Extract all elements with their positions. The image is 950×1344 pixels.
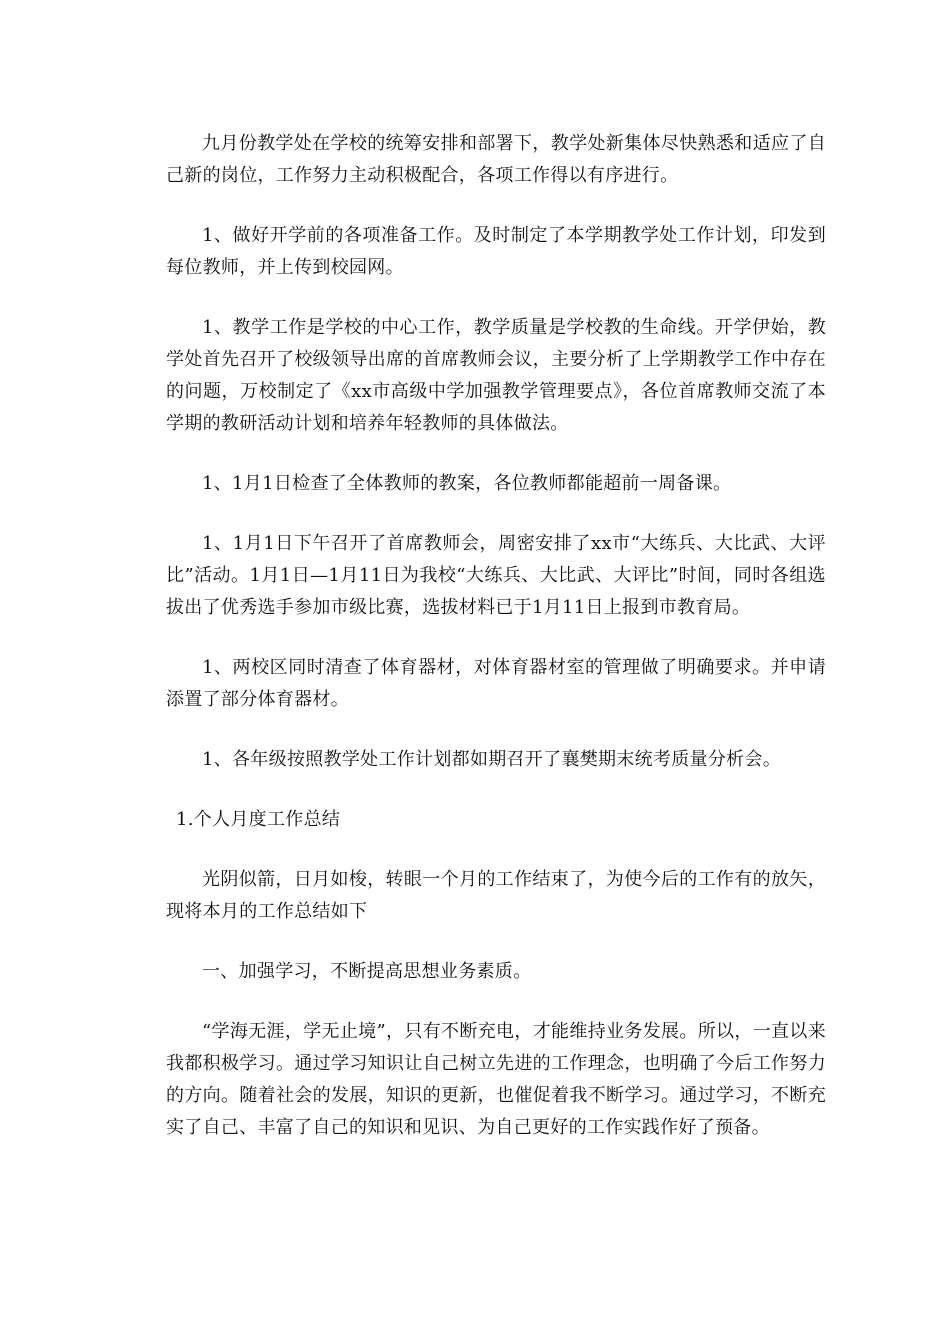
paragraph-summary-intro: 光阴似箭，日月如梭，转眼一个月的工作结束了，为使今后的工作有的放矢，现将本月的工作总结如下 (166, 869, 826, 922)
paragraph-intro: 九月份教学处在学校的统筹安排和部署下，教学处新集体尽快熟悉和适应了自己新的岗位，工作努力主动积极配合，各项工作得以有序进行。 (166, 133, 826, 186)
section-heading: 1.个人月度工作总结 (176, 809, 341, 830)
paragraph-competition: 1、1月1日下午召开了首席教师会，周密安排了xx市“大练兵、大比武、大评比”活动。1月1日—1月11日为我校“大练兵、大比武、大评比”时间，同时各组选拔出了优秀选手参加市级比赛，选拔材料已于1月11日上报到市教育局。 (166, 533, 826, 618)
paragraph-quality-analysis: 1、各年级按照教学处工作计划都如期召开了襄樊期末统考质量分析会。 (202, 749, 782, 770)
paragraph-sports-equipment: 1、两校区同时清查了体育器材，对体育器材室的管理做了明确要求。并申请添置了部分体育器材。 (166, 657, 826, 710)
paragraph-lesson-plan-check: 1、1月1日检查了全体教师的教案，各位教师都能超前一周备课。 (202, 473, 732, 494)
subheading-study: 一、加强学习，不断提高思想业务素质。 (202, 961, 532, 982)
document-body (166, 128, 826, 1144)
paragraph-teaching-work: 1、教学工作是学校的中心工作，教学质量是学校教的生命线。开学伊始，教学处首先召开了校级领导出席的首席教师会议，主要分析了上学期教学工作中存在的问题，万校制定了《xx市高级中学加强教学管理要点》，各位首席教师交流了本学期的教研活动计划和培养年轻教师的具体做法。 (166, 317, 826, 434)
paragraph-study-details: “学海无涯，学无止境”，只有不断充电，才能维持业务发展。所以，一直以来我都积极学习。通过学习知识让自己树立先进的工作理念，也明确了今后工作努力的方向。随着社会的发展，知识的更新，也催促着我不断学习。通过学习，不断充实了自己、丰富了自己的知识和见识、为自己更好的工作实践作好了预备。 (166, 1021, 826, 1138)
paragraph-preparation: 1、做好开学前的各项准备工作。及时制定了本学期教学处工作计划，印发到每位教师，并上传到校园网。 (166, 225, 826, 278)
